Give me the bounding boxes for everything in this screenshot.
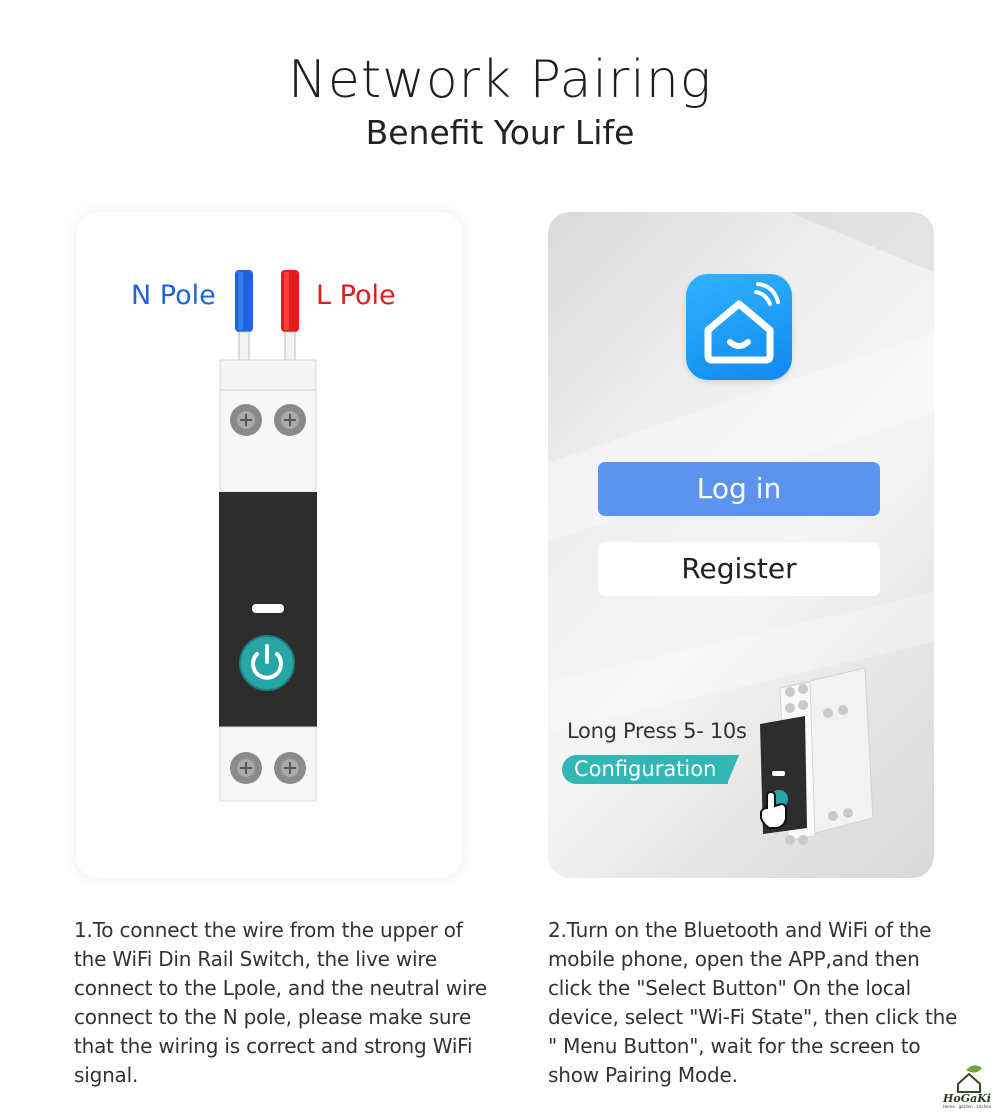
l-pole-label: L Pole — [316, 280, 396, 311]
page-title: Network Pairing — [288, 50, 712, 110]
page-subtitle: Benefit Your Life — [365, 113, 635, 152]
l-wire — [281, 270, 299, 370]
step-1-description: 1.To connect the wire from the upper of the WiFi Din Rail Switch, the live wire connect to the Lpole, and the neutral wire connect to the N pole, please make sure that the wiring is correct and strong WiFi signal. — [74, 918, 488, 1087]
top-screw-left — [230, 404, 262, 436]
brand-logo-text: HoGaKi — [943, 1092, 991, 1105]
status-led — [252, 604, 284, 613]
login-button[interactable]: Log in — [598, 462, 880, 516]
configuration-badge: Configuration — [562, 755, 728, 784]
n-wire — [235, 270, 253, 370]
mini-switch-illustration — [755, 668, 880, 863]
smart-home-app-icon[interactable] — [686, 274, 792, 380]
long-press-hint: Long Press 5- 10s — [567, 719, 747, 743]
bottom-screw-left — [230, 752, 262, 784]
top-screw-right — [274, 404, 306, 436]
n-pole-label: N Pole — [131, 280, 216, 311]
bottom-screw-right — [274, 752, 306, 784]
brand-logo-tagline: Home · garden · kitchen — [943, 1104, 992, 1109]
register-button[interactable]: Register — [598, 542, 880, 596]
configuration-badge-tail — [727, 755, 739, 784]
step-2-description: 2.Turn on the Bluetooth and WiFi of the mobile phone, open the APP,and then click the "Select Button" On the local device, select "Wi-Fi State", then click the " Menu Button", wait for the screen to show Pairing Mode. — [548, 918, 958, 1087]
power-button-icon — [240, 636, 294, 690]
din-rail-switch-illustration — [200, 260, 340, 805]
home-icon — [686, 274, 792, 380]
